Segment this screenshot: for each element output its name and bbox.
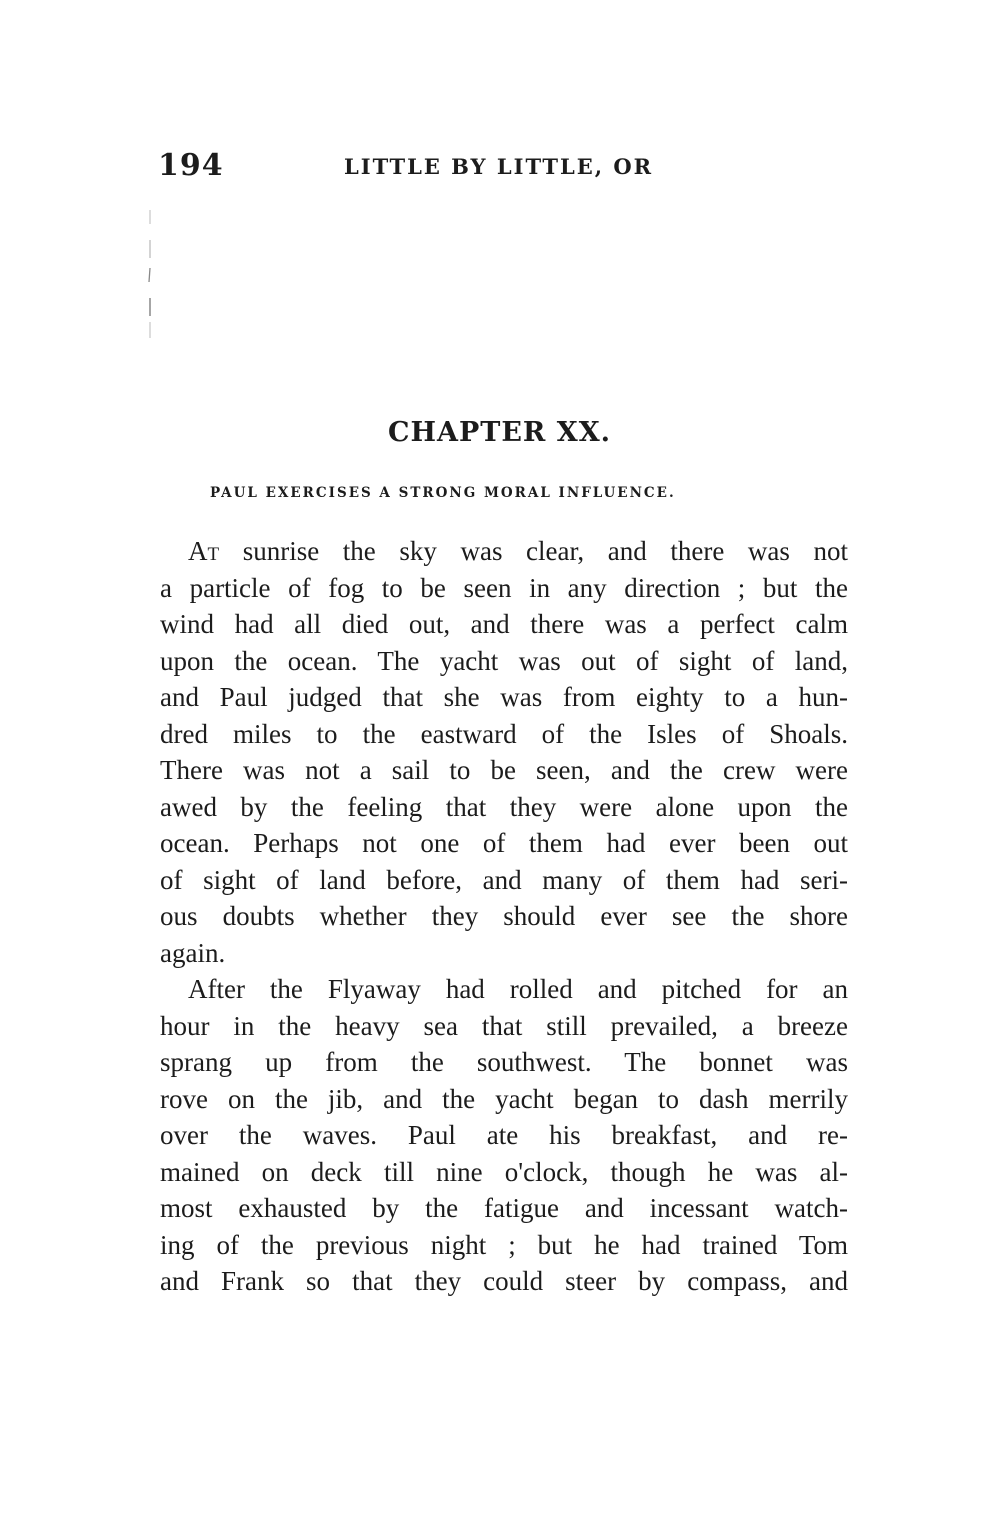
page-number: 194 — [158, 148, 224, 183]
text-line: and Frank so that they could steer by compass, and — [160, 1266, 848, 1296]
text-line: ing of the previous night ; but he had trained Tom — [160, 1229, 848, 1260]
text-line: There was not a sail to be seen, and the crew were — [160, 755, 848, 785]
text-line: over the waves. Paul ate his breakfast, and re- — [160, 1120, 848, 1150]
body-text — [160, 533, 848, 1300]
text-line: awed by the feeling that they were alone upon the — [160, 791, 848, 822]
text-line: upon the ocean. The yacht was out of sight of land, — [160, 645, 848, 676]
text-line: dred miles to the eastward of the Isles of Shoals. — [160, 718, 848, 749]
drop-word: At — [188, 536, 220, 566]
text-line: wind had all died out, and there was a perfect calm — [160, 609, 848, 639]
text-line: again. — [160, 937, 226, 968]
text-line: ous doubts whether they should ever see the shore — [160, 901, 848, 931]
text-line: rove on the jib, and the yacht began to dash merrily — [160, 1083, 848, 1114]
chapter-subtitle: PAUL EXERCISES A STRONG MORAL INFLUENCE. — [210, 485, 676, 501]
running-head: LITTLE BY LITTLE, OR — [344, 154, 654, 179]
text-line: and Paul judged that she was from eighty to a hun- — [160, 682, 848, 712]
text-line: After the Flyaway had rolled and pitched for an — [188, 974, 848, 1004]
text-line: most exhausted by the fatigue and incessant watch- — [160, 1193, 848, 1223]
text-line: At sunrise the sky was clear, and there was not — [188, 536, 848, 566]
text-line: ocean. Perhaps not one of them had ever been out — [160, 828, 848, 858]
text-line: mained on deck till nine o'clock, though he was al- — [160, 1156, 848, 1187]
text-line: of sight of land before, and many of them had seri- — [160, 864, 848, 895]
chapter-title: CHAPTER XX. — [388, 417, 612, 448]
text-line: hour in the heavy sea that still prevailed, a breeze — [160, 1010, 848, 1041]
text-line: sprang up from the southwest. The bonnet was — [160, 1047, 848, 1077]
text-line: a particle of fog to be seen in any direction ; but the — [160, 572, 848, 603]
scan-artifact-marks — [145, 210, 155, 340]
